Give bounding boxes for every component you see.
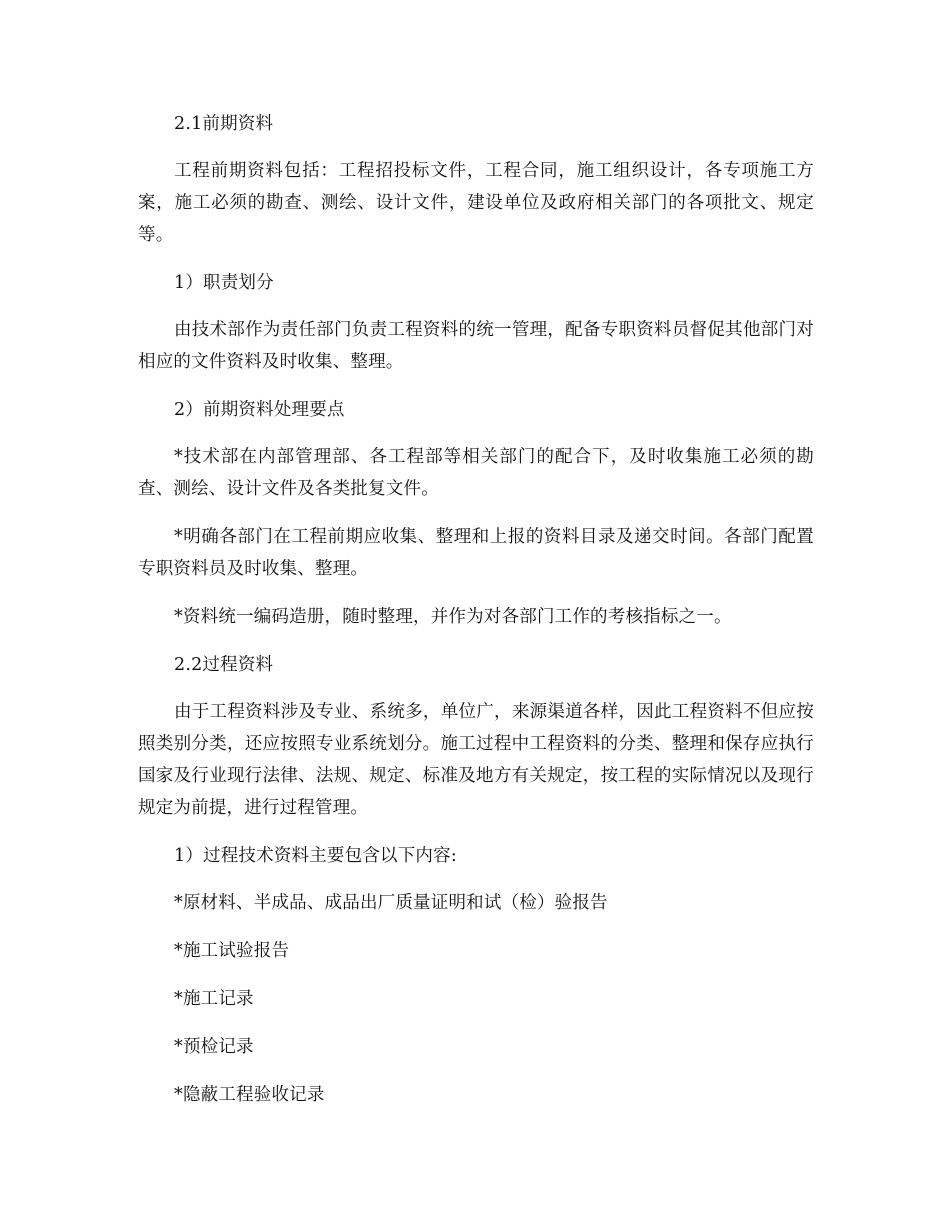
bullet-test-reports: *施工试验报告 bbox=[174, 941, 290, 961]
paragraph-preliminary-materials: 工程前期资料包括：工程招投标文件，工程合同，施工组织设计，各专项施工方案，施工必须的勘查、测绘、设计文件，建设单位及政府相关部门的各项批文、规定等。 bbox=[138, 161, 814, 245]
bullet-quality-certificates: *原材料、半成品、成品出厂质量证明和试（检）验报告 bbox=[174, 893, 608, 913]
subheading-responsibility: 1）职责划分 bbox=[174, 273, 274, 293]
paragraph-responsibility: 由技术部作为责任部门负责工程资料的统一管理，配备专职资料员督促其他部门对相应的文件资料及时收集、整理。 bbox=[138, 320, 814, 372]
document-body bbox=[138, 108, 814, 1127]
subheading-key-points: 2）前期资料处理要点 bbox=[174, 400, 345, 420]
bullet-unified-coding: *资料统一编码造册，随时整理，并作为对各部门工作的考核指标之一。 bbox=[174, 607, 732, 627]
bullet-define-catalog: *明确各部门在工程前期应收集、整理和上报的资料目录及递交时间。各部门配置专职资料员及时收集、整理。 bbox=[138, 527, 814, 579]
bullet-collect-files: *技术部在内部管理部、各工程部等相关部门的配合下，及时收集施工必须的勘查、测绘、设计文件及各类批复文件。 bbox=[138, 447, 814, 499]
section-heading-2-2: 2.2过程资料 bbox=[174, 655, 274, 675]
bullet-concealed-work-records: *隐蔽工程验收记录 bbox=[174, 1085, 325, 1105]
section-heading-2-1: 2.1前期资料 bbox=[174, 114, 274, 134]
bullet-pre-inspection-records: *预检记录 bbox=[174, 1037, 254, 1057]
paragraph-process-materials: 由于工程资料涉及专业、系统多，单位广，来源渠道各样，因此工程资料不但应按照类别分类，还应按照专业系统划分。施工过程中工程资料的分类、整理和保存应执行国家及行业现行法律、法规、规定、标准及地方有关规定，按工程的实际情况以及现行规定为前提，进行过程管理。 bbox=[138, 702, 814, 818]
bullet-construction-records: *施工记录 bbox=[174, 989, 254, 1009]
subheading-process-technical: 1）过程技术资料主要包含以下内容: bbox=[174, 846, 457, 866]
